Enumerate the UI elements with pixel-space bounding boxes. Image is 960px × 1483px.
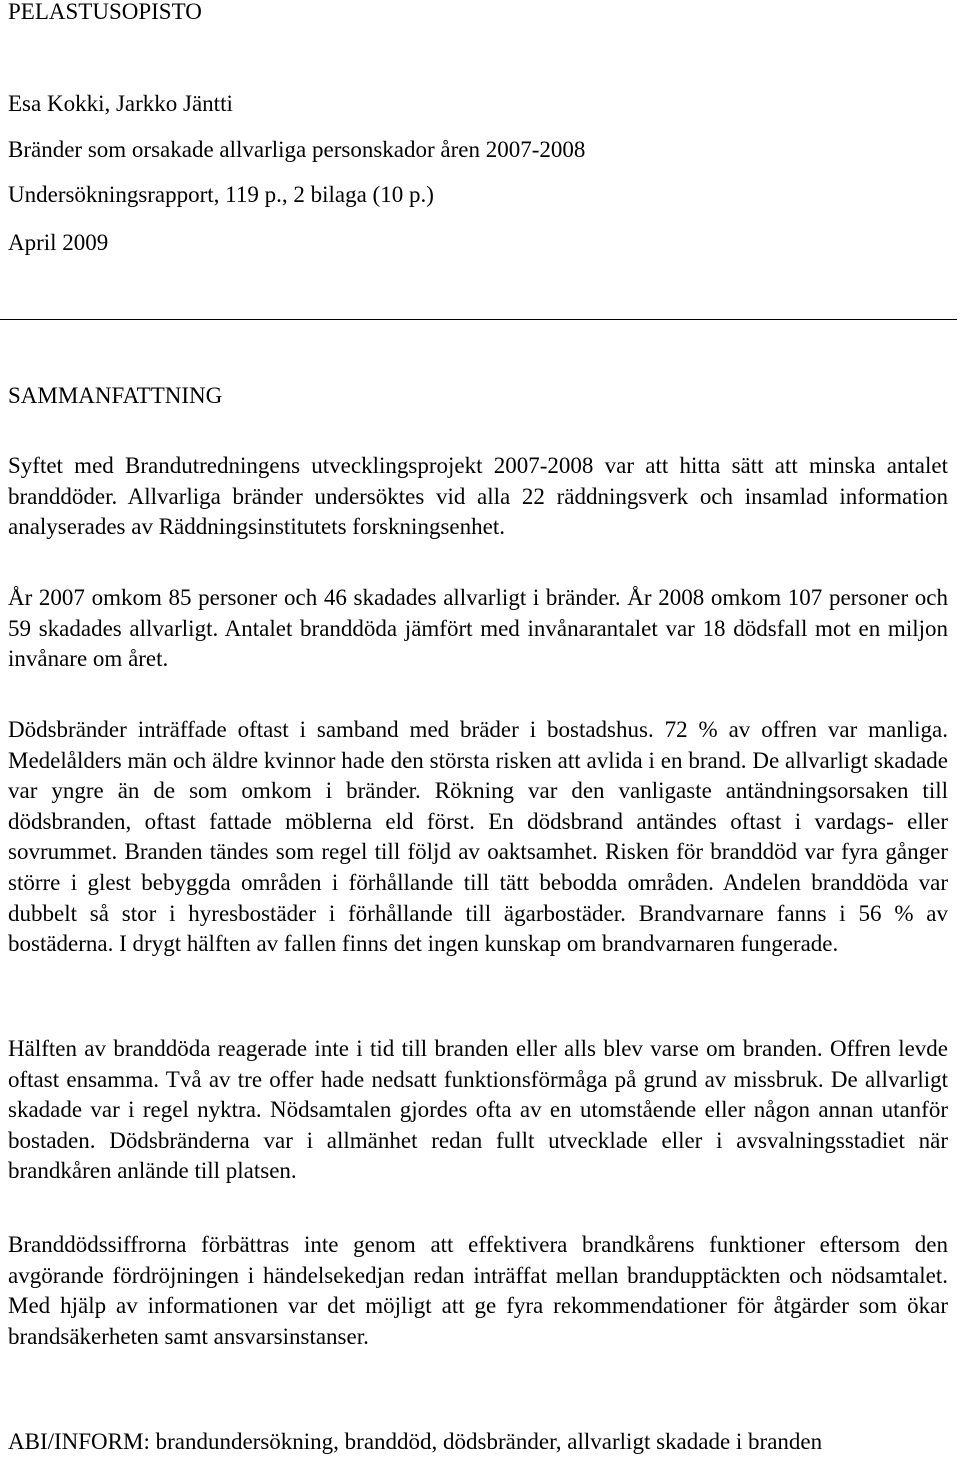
report-date: April 2009 <box>8 230 109 255</box>
summary-paragraph-4: Hälften av branddöda reagerade inte i tid till branden eller alls blev varse om branden. Offren levde oftast ensamma. Två av tre offer hade nedsatt funktionsförmåga på grund av missbruk. De allvarligt skadade var i regel nyktra. Nödsamtalen gjordes ofta av en utomstående eller någon annan utanför bostaden. Dödsbränderna var i allmänhet redan fullt utvecklade eller i avsvalningsstadiet när brandkåren anlände till platsen. <box>8 1036 948 1184</box>
summary-paragraph-1: Syftet med Brandutredningens utvecklingsprojekt 2007-2008 var att hitta sätt att minska antalet branddöder. Allvarliga bränder undersöktes vid alla 22 räddningsverk och insamlad information analyserades av Räddningsinstitutets forskningsenhet. <box>8 453 948 540</box>
summary-paragraph-3: Dödsbränder inträffade oftast i samband med bräder i bostadshus. 72 % av offren var manliga. Medelålders män och äldre kvinnor hade den största risken att avlida i en brand. De allvarligt skadade var yngre än de som omkom i bränder. Rökning var den vanligaste antändningsorsaken till dödsbranden, oftast fattade möblerna eld först. En dödsbrand antändes oftast i vardags- eller sovrummet. Branden tändes som regel till följd av oaktsamhet. Risken för branddöd var fyra gånger större i glest bebyggda områden i förhållande till tätt bebodda områden. Andelen branddöda var dubbelt så stor i hyresbostäder i förhållande till ägarbostäder. Brandvarnare fanns i 56 % av bostäderna. I drygt hälften av fallen finns det ingen kunskap om brandvarnaren fungerade. <box>8 717 948 957</box>
keywords: ABI/INFORM: brandundersökning, branddöd, dödsbränder, allvarligt skadade i branden <box>8 1429 823 1454</box>
institution-name: PELASTUSOPISTO <box>8 0 202 24</box>
summary-paragraph-2: År 2007 omkom 85 personer och 46 skadades allvarligt i bränder. År 2008 omkom 107 personer och 59 skadades allvarligt. Antalet branddöda jämfört med invånarantalet var 18 dödsfall mot en miljon invånare om året. <box>8 585 948 672</box>
authors: Esa Kokki, Jarkko Jäntti <box>8 91 233 116</box>
summary-paragraph-5: Branddödssiffrorna förbättras inte genom att effektivera brandkårens funktioner eftersom den avgörande fördröjningen i händelsekedjan redan inträffat mellan brandupptäckten och nödsamtalet. Med hjälp av informationen var det möjligt att ge fyra rekommendationer för åtgärder som ökar brandsäkerheten samt ansvarsinstanser. <box>8 1232 948 1349</box>
report-title: Bränder som orsakade allvarliga personskador åren 2007-2008 <box>8 137 586 162</box>
report-info: Undersökningsrapport, 119 p., 2 bilaga (10 p.) <box>8 182 434 207</box>
header-divider <box>0 319 957 320</box>
summary-heading: SAMMANFATTNING <box>8 383 223 408</box>
